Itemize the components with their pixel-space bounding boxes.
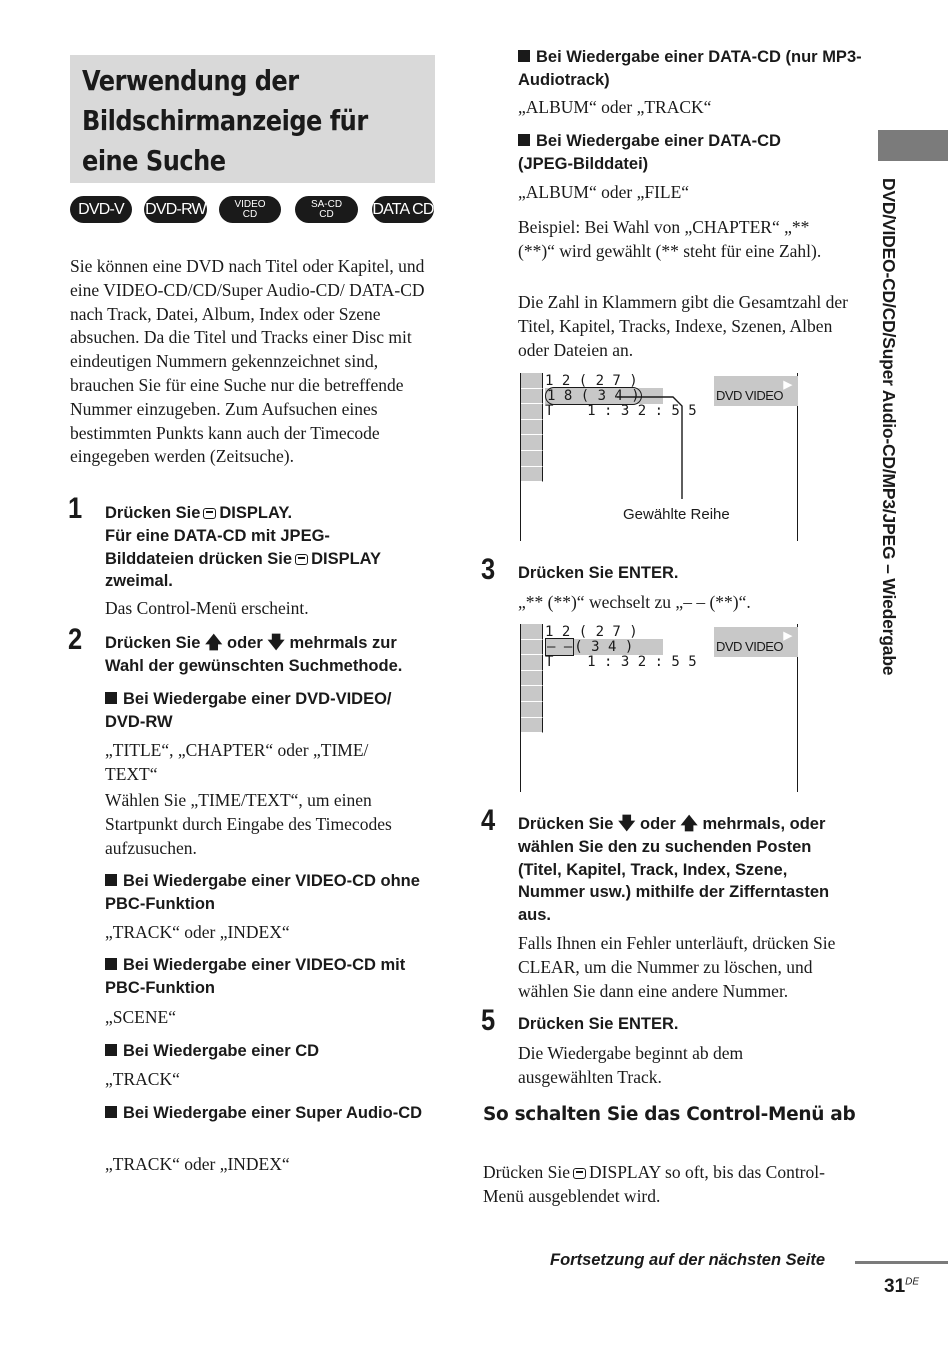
step-4-heading-rest: wählen Sie den zu suchenden Posten (Titel, Kapitel, Track, Index, Szene, Nummer usw.) mithilfe der Zifferntasten aus. (518, 837, 830, 925)
example-text: Beispiel: Bei Wahl von „CHAPTER“ „** (**)“ wird gewählt (** steht für eine Zahl). (518, 217, 822, 261)
step-4-number: 4 (481, 804, 496, 837)
continued-note: Fortsetzung auf der nächsten Seite (550, 1251, 826, 1269)
step-4-text-c: mehrmals, oder (702, 815, 826, 833)
step-4-text-b: oder (640, 815, 676, 833)
subheading-body-pre: Drücken Sie (483, 1162, 570, 1182)
section-cd-body: „TRACK“ (105, 1069, 180, 1089)
dvd-video-text: DVD VIDEO (716, 639, 784, 654)
play-icon: ▶ (783, 630, 792, 642)
square-bullet-icon (518, 134, 530, 146)
page-title: Verwendung der Bildschirmanzeige für eine Suche (82, 64, 368, 177)
arrow-down-icon: 🡇 (617, 814, 636, 833)
step-3-heading: Drücken Sie ENTER. (518, 564, 679, 582)
menu-icon-column (521, 624, 543, 733)
osd-input-box: – – (547, 639, 573, 655)
section-dvd-heading-text: Bei Wiedergabe einer DVD-VIDEO/ DVD-RW (105, 690, 392, 731)
section-vcd-pbc-body: „SCENE“ (105, 1007, 176, 1027)
osd-circled-value: 1 8 ( 3 4 ) (547, 388, 640, 404)
section-jpeg-body: „ALBUM“ oder „FILE“ (518, 182, 690, 202)
step-1-line1-post: DISPLAY. (219, 504, 293, 522)
section-cd-heading-text: Bei Wiedergabe einer CD (123, 1042, 320, 1060)
square-bullet-icon (518, 50, 530, 62)
step-2-number: 2 (68, 623, 83, 656)
step-1-line1-pre: Drücken Sie (105, 504, 201, 522)
arrow-down-icon: 🡇 (267, 633, 285, 652)
title-box (70, 55, 435, 183)
section-vcd-pbc-heading (105, 954, 450, 1000)
section-vcd-pbc-heading-text: Bei Wiedergabe einer VIDEO-CD mit PBC-Funktion (105, 956, 406, 997)
control-menu-display-2 (520, 624, 798, 792)
section-sacd-heading (105, 1102, 440, 1125)
display-icon (295, 554, 308, 565)
badge-data-cd: DATA CD (372, 196, 434, 223)
step-3-body: „** (**)“ wechselt zu „– – (**)“. (518, 592, 751, 612)
section-jpeg-heading (518, 130, 828, 176)
section-mp3-body: „ALBUM“ oder „TRACK“ (518, 97, 712, 117)
arrow-up-icon: 🡅 (680, 814, 698, 833)
arrow-up-icon: 🡅 (204, 633, 223, 652)
osd-row-time: T 1 : 3 2 : 5 5 (545, 654, 697, 670)
step-4-body: Falls Ihnen ein Fehler unterläuft, drücken Sie CLEAR, um die Nummer zu löschen, und wählen Sie dann eine andere Nummer. (518, 933, 836, 1001)
continued-rule (855, 1261, 948, 1264)
osd-row-title: 1 2 ( 2 7 ) (545, 373, 638, 389)
square-bullet-icon (105, 1106, 117, 1118)
section-sacd-heading-text: Bei Wiedergabe einer Super Audio-CD (123, 1104, 423, 1122)
side-section-label (878, 178, 918, 778)
step-5-body: Die Wiedergabe beginnt ab dem ausgewählten Track. (518, 1043, 744, 1087)
step-1-body: Das Control-Menü erscheint. (105, 598, 309, 618)
example-text-2: Die Zahl in Klammern gibt die Gesamtzahl der Titel, Kapitel, Tracks, Indexe, Szenen, Alben oder Dateien an. (518, 292, 848, 360)
display-icon (203, 508, 216, 519)
section-mp3-heading (518, 46, 863, 92)
section-mp3-heading-text: Bei Wiedergabe einer DATA-CD (nur MP3-Audiotrack) (518, 48, 862, 89)
section-vcd-nopbc-heading-text: Bei Wiedergabe einer VIDEO-CD ohne PBC-Funktion (105, 872, 420, 913)
step-1-number: 1 (68, 492, 83, 525)
osd-row-rest: ( 3 4 ) (574, 639, 634, 655)
osd-row-time: T 1 : 3 2 : 5 5 (545, 403, 697, 419)
subheading-body (483, 1161, 843, 1209)
section-dvd-body: „TITLE“, „CHAPTER“ oder „TIME/ TEXT“ (105, 740, 369, 784)
subheading: So schalten Sie das Control-Menü ab (483, 1104, 856, 1125)
square-bullet-icon (105, 958, 117, 970)
step-2-heading (105, 632, 450, 678)
page-number (884, 1276, 919, 1298)
square-bullet-icon (105, 692, 117, 704)
osd-row-chapter (545, 640, 633, 655)
section-vcd-nopbc-body: „TRACK“ oder „INDEX“ (105, 922, 290, 942)
dvd-video-label (714, 627, 798, 657)
side-tab-marker (878, 130, 948, 161)
section-dvd-body2: Wählen Sie „TIME/TEXT“, um einen Startpunkt durch Eingabe des Timecodes aufzusuchen. (105, 790, 392, 858)
step-1-line3-post: DISPLAY (311, 549, 382, 568)
intro-text: Sie können eine DVD nach Titel oder Kapitel, und eine VIDEO-CD/CD/Super Audio-CD/ DATA-CD nach Track, Datei, Album, Index oder Szene absuchen. Da die Titel und Tracks einer Disc mit eindeutigen Nummern gekennzeichnet sind, brauchen Sie für eine Suche nur die betreffende Nummer einzugeben. Zum Aufsuchen eines bestimmten Punkts kann auch der Timecode eingegeben werden (Zeitsuche). (70, 256, 425, 467)
section-jpeg-heading-text: Bei Wiedergabe einer DATA-CD (JPEG-Bilddatei) (518, 132, 781, 173)
step-5-number: 5 (481, 1004, 496, 1037)
page-number-suffix: DE (905, 1276, 920, 1288)
step-1-line3-pre: Bilddateien drücken Sie (105, 549, 293, 568)
step-2-text-b: oder (227, 634, 263, 652)
control-menu-display-1 (520, 373, 798, 541)
step-2-line2: Wahl der gewünschten Suchmethode. (105, 656, 403, 675)
section-sacd-body: „TRACK“ oder „INDEX“ (105, 1154, 290, 1174)
step-3-number: 3 (481, 553, 496, 586)
badge-video-cd: VIDEO CD (219, 196, 281, 223)
section-dvd-heading (105, 688, 435, 734)
play-icon: ▶ (783, 379, 792, 391)
section-cd-heading (105, 1040, 435, 1063)
step-4-heading (518, 813, 858, 927)
step-4-text-a: Drücken Sie (518, 815, 614, 833)
osd-row-title: 1 2 ( 2 7 ) (545, 624, 638, 640)
square-bullet-icon (105, 874, 117, 886)
side-section-text: DVD/VIDEO-CD/CD/Super Audio-CD/MP3/JPEG – Wiedergabe (879, 178, 899, 676)
subheading-body-post: DISPLAY so oft, bis das Control-Menü ausgeblendet wird. (483, 1162, 825, 1206)
step-1-line2: Für eine DATA-CD mit JPEG- (105, 526, 330, 545)
badge-sacd: SA-CD CD (295, 196, 358, 223)
badge-dvd-rw: DVD-RW (144, 196, 207, 223)
section-vcd-nopbc-heading (105, 870, 425, 916)
callout-label: Gewählte Reihe (623, 506, 730, 523)
page-number-value: 31 (884, 1276, 906, 1297)
step-1-heading (105, 502, 445, 593)
step-2-text-c: mehrmals zur (289, 634, 397, 652)
badge-dvd-v: DVD-V (70, 196, 132, 223)
step-2-text-a: Drücken Sie (105, 634, 201, 652)
display-icon (573, 1168, 586, 1179)
dvd-video-text: DVD VIDEO (716, 388, 784, 403)
step-5-heading: Drücken Sie ENTER. (518, 1015, 679, 1033)
square-bullet-icon (105, 1044, 117, 1056)
step-1-line4: zweimal. (105, 572, 173, 591)
